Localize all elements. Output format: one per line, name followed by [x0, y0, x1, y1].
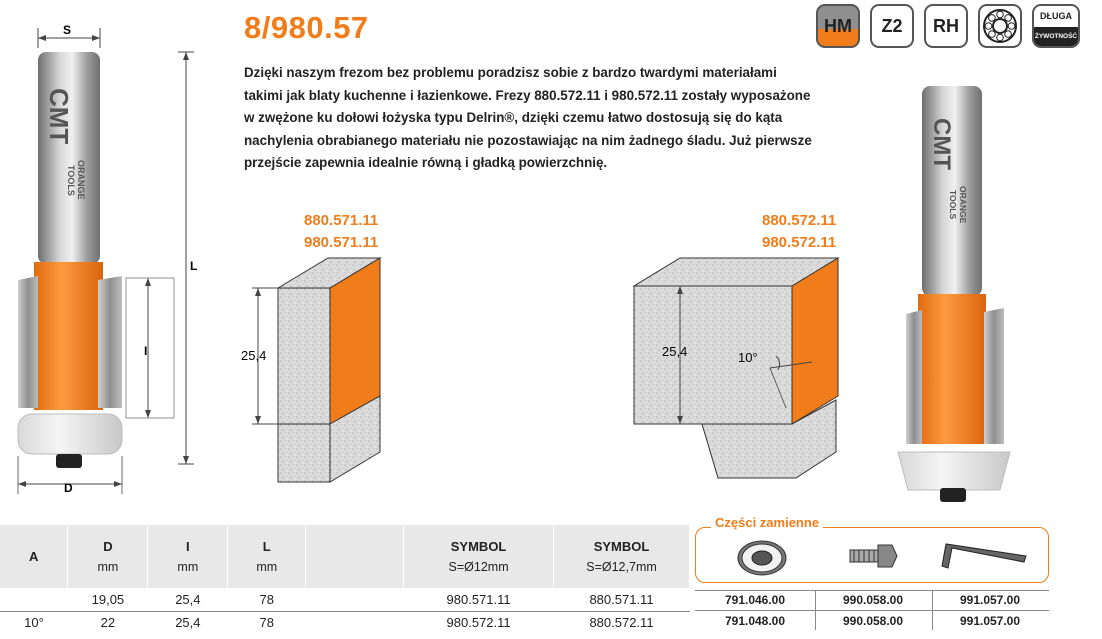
header-symbol-12: SYMBOL S=Ø12mm [404, 525, 554, 588]
header-a: A [0, 525, 68, 588]
spare-code: 791.048.00 [724, 614, 786, 628]
dim-height-right: 25,4 [662, 344, 688, 359]
cell-symbol-127: 880.572.11 [589, 615, 654, 631]
shank-brand-sub1: ORANGE [76, 160, 86, 200]
dim-label-l: L [190, 259, 198, 273]
cell-d: 22 [100, 615, 116, 631]
cell-a: 10° [24, 615, 44, 631]
screw-icon [850, 545, 897, 567]
header-d: D mm [68, 525, 148, 588]
spare-line-mid [695, 610, 1049, 611]
dim-label-s: S [63, 23, 72, 37]
product-title: 8/980.57 [244, 10, 369, 45]
cell-i: 25,4 [148, 588, 228, 611]
dim-label-i: I [144, 344, 148, 358]
hex-key-icon [942, 544, 1026, 568]
badge-rh: RH [924, 4, 968, 48]
dim-angle: 10° [738, 350, 758, 365]
cell-i: 25,4 [175, 615, 201, 631]
cell-empty [306, 588, 404, 611]
header-i: I mm [148, 525, 228, 588]
shank-brand-sub2-right: TOOLS [948, 190, 958, 220]
code-right-2: 980.572.11 [762, 234, 837, 251]
shank-brand-text-right: CMT [928, 118, 955, 170]
badge-long-life-line1: DŁUGA [1040, 11, 1072, 22]
badge-z2: Z2 [870, 4, 914, 48]
cell-symbol-127: 880.571.11 [554, 588, 690, 611]
cell-symbol-12: 980.571.11 [404, 588, 554, 611]
shank-brand-sub1-right: ORANGE [958, 186, 968, 224]
table-row [0, 611, 690, 634]
cell-empty [306, 611, 404, 634]
spare-line-top [695, 590, 1049, 591]
spare-code: 791.046.00 [724, 593, 786, 607]
cell-l: 78 [228, 588, 306, 611]
spare-divider-1 [815, 590, 816, 630]
header-symbol-127: SYMBOL S=Ø12,7mm [554, 525, 690, 588]
header-empty [306, 525, 404, 588]
badge-long-life-line2: ŻYWOTNOŚĆ [1034, 27, 1078, 46]
router-bit-right [898, 86, 1010, 502]
spec-table [0, 525, 690, 634]
cell-a [0, 588, 68, 611]
spare-parts-icons [700, 532, 1046, 582]
header-l: L mm [228, 525, 306, 588]
spare-code: 991.057.00 [959, 614, 1021, 628]
badge-hm: HM [816, 4, 860, 48]
code-left-1: 880.571.11 [304, 212, 379, 229]
shank-brand-sub2: TOOLS [66, 165, 76, 196]
table-row [0, 588, 690, 611]
spare-parts-title: Części zamienne [711, 515, 823, 530]
bearing-icon [738, 541, 786, 575]
cell-l: 78 [259, 615, 275, 631]
router-bit-left [18, 23, 197, 495]
dim-label-d: D [64, 481, 73, 495]
dim-height-left: 25,4 [241, 348, 267, 363]
shank-brand-text: CMT [44, 88, 74, 145]
code-left-2: 980.571.11 [304, 234, 379, 251]
spare-code: 991.057.00 [959, 593, 1021, 607]
code-right-1: 880.572.11 [762, 212, 837, 229]
profile-diagram-left [241, 258, 380, 482]
spare-divider-2 [932, 590, 933, 630]
spare-code: 990.058.00 [842, 593, 904, 607]
profile-diagram-right [634, 258, 838, 478]
cell-d: 19,05 [68, 588, 148, 611]
product-description: Dzięki naszym frezom bez problemu poradzisz sobie z bardzo twardymi materiałami takimi jak blaty kuchenne i łazienkowe. Frezy 880.572.11 i 980.572.11 zostały wyposażone w zwężone ku dołowi łożyska typu Delrin®, dzięki czemu łatwo dostosują się do kąta nachylenia obrabianego materiału nie pozostawiając na nim żadnego śladu. Już pierwsze przejście zapewnia idealnie równą i gładką powierzchnię. [244, 65, 812, 170]
table-header-row [0, 525, 690, 588]
spare-code: 990.058.00 [842, 614, 904, 628]
cell-symbol-12: 980.572.11 [446, 615, 511, 631]
